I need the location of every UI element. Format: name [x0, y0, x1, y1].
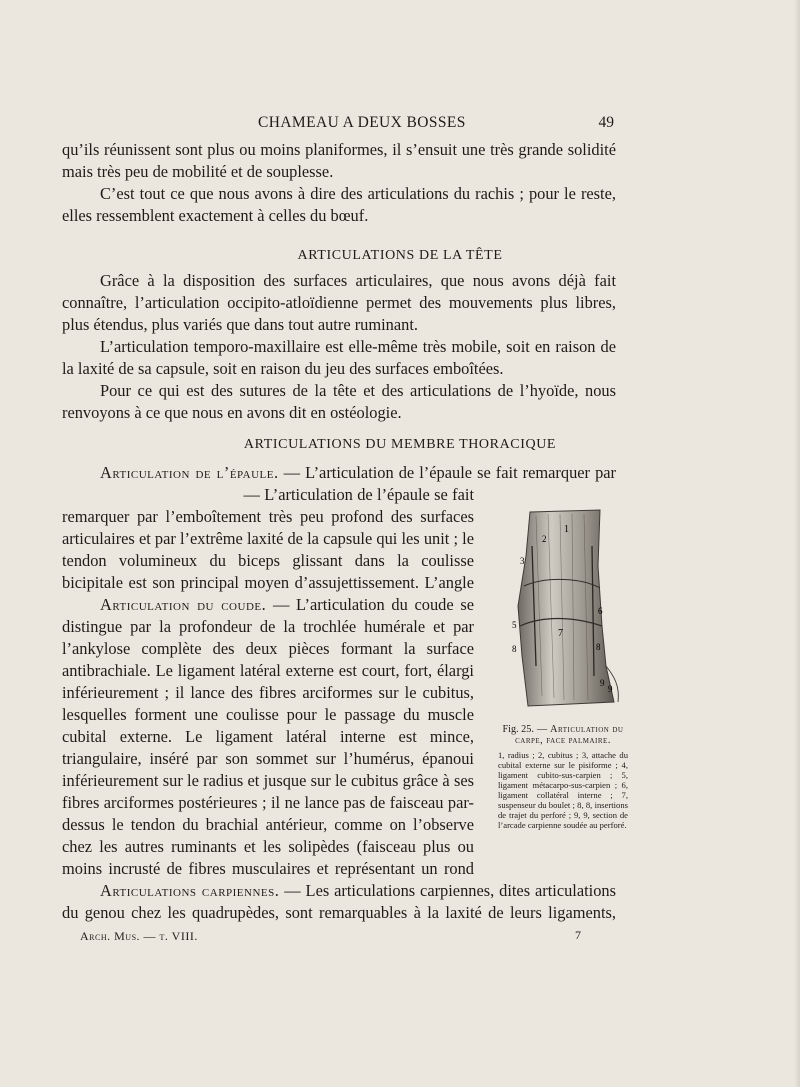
section-tete-text — [62, 270, 616, 424]
wrapped-text — [62, 462, 474, 594]
text-coude: — L’articulation du coude se distingue par la profondeur de la trochlée humérale et par l’ankylose complète des deux pièces formant la surface antibrachiale. Le ligament latéral externe est court, fort, élargi inférieurement ; il lance des fibres arciformes sur le cubitus, lesquelles forment une coulisse pour le passage du muscle cubital externe. Le ligament latéral interne est mince, triangulaire, inséré par son sommet sur l’humérus, épanoui inférieurement sur le radius et jusque sur le cubitus grâce à ses fibres arciformes postérieures ; il ne lance pas de faisceau par-dessus le tendon du brachial antérieur, comme on l’observe chez les autres ruminants et les solipèdes (faisceau plus ou — [62, 595, 474, 856]
carpiennes-text — [62, 880, 616, 924]
caption-title: — Articulation du carpe, face palmaire. — [515, 724, 624, 746]
paragraph: C’est tout ce que nous avons à dire des articulations du rachis ; pour le reste, elles ressemblent exactement à celles du bœuf. — [62, 184, 616, 225]
figure-carpe — [502, 506, 624, 716]
paragraph: qu’ils réunissent sont plus ou moins planiformes, il s’ensuit une très grande solidité mais très peu de mobilité et de souplesse. — [62, 140, 616, 181]
lead-coude: Articulation du coude. — [100, 595, 267, 614]
signature-number: 7 — [575, 928, 581, 942]
figure-legend: 1, radius ; 2, cubitus ; 3, attache du cubital externe sur le pisiforme ; 4, ligament cubito-sus-carpien ; 5, ligament métacarpo-sus-carpien ; 6, ligament collatéral interne ; 7, suspenseur du boulet ; 8, 8, insertions de trajet du perforé ; 9, 9, section de l’arcade carpienne soudée au perforé. — [498, 750, 628, 830]
fig-label: 3 — [520, 556, 525, 566]
text-carpiennes: — Les articulations carpiennes, dites articulations du genou chez les quadrupèdes, sont remarquables à la laxité de leurs ligaments, — [62, 881, 616, 922]
paragraph-epaule-clip: — L’articulation de l’épaule se fait remarquer par l’emboîtement très peu profond des surfaces articulaires et par l’extrême laxité de la capsule qui les unit ; le tendon volumineux du biceps glissant dans la coulisse bicipitale est son principal moyen d’assujettissement. L’angle — [62, 485, 474, 592]
section-heading-tete: ARTICULATIONS DE LA TÊTE — [297, 248, 503, 263]
fig-label: 8 — [512, 644, 517, 654]
figure-caption — [498, 724, 628, 746]
running-title: CHAMEAU A DEUX BOSSES — [258, 114, 466, 131]
lead-carpiennes: Articulations carpiennes. — [100, 881, 280, 900]
intro-text — [62, 139, 616, 227]
paragraph: Grâce à la disposition des surfaces articulaires, que nous avons déjà fait connaître, l’articulation occipito-atloïdienne permet des mouvements plus libres, plus étendus, plus variés que dans tout autre ruminant. — [62, 271, 616, 334]
page-number: 49 — [598, 114, 614, 131]
paragraph: Pour ce qui est des sutures de la tête et des articulations de l’hyoïde, nous renvoyons à ce que nous en avons dit en ostéologie. — [62, 381, 616, 422]
paragraph-coude — [62, 594, 474, 858]
fig-label: 8 — [596, 642, 601, 652]
carpe-illustration — [502, 506, 624, 716]
paragraph: L’articulation temporo-maxillaire est elle-même très mobile, soit en raison de la laxité de sa capsule, soit en raison du jeu des surfaces emboîtées. — [62, 337, 616, 378]
paragraph-carpiennes — [62, 880, 616, 924]
lead-epaule: Articulation de l’épaule. — [100, 463, 279, 482]
caption-number: Fig. 25. — [502, 724, 534, 735]
section-heading-membre: ARTICULATIONS DU MEMBRE THORACIQUE — [243, 437, 557, 452]
text-epaule: — L’articulation de l’épaule se fait remarquer par — [283, 463, 616, 482]
signature-mark: Arch. Mus. — t. VIII. — [80, 929, 198, 943]
coude-text — [62, 594, 474, 858]
fig-label: 9 — [600, 678, 605, 688]
page-edge — [794, 0, 800, 1087]
page-header — [62, 114, 616, 134]
paragraph-coude-end: moins incrusté de fibres musculaires et représentant un rond — [62, 859, 474, 878]
fig-label: 6 — [598, 606, 603, 616]
coude-last-line — [62, 858, 616, 880]
fig-label: 1 — [564, 524, 569, 535]
fig-label: 7 — [558, 628, 563, 639]
fig-label: 9 — [608, 684, 613, 694]
fig-label: 2 — [542, 534, 547, 544]
fig-label: 5 — [512, 620, 517, 630]
